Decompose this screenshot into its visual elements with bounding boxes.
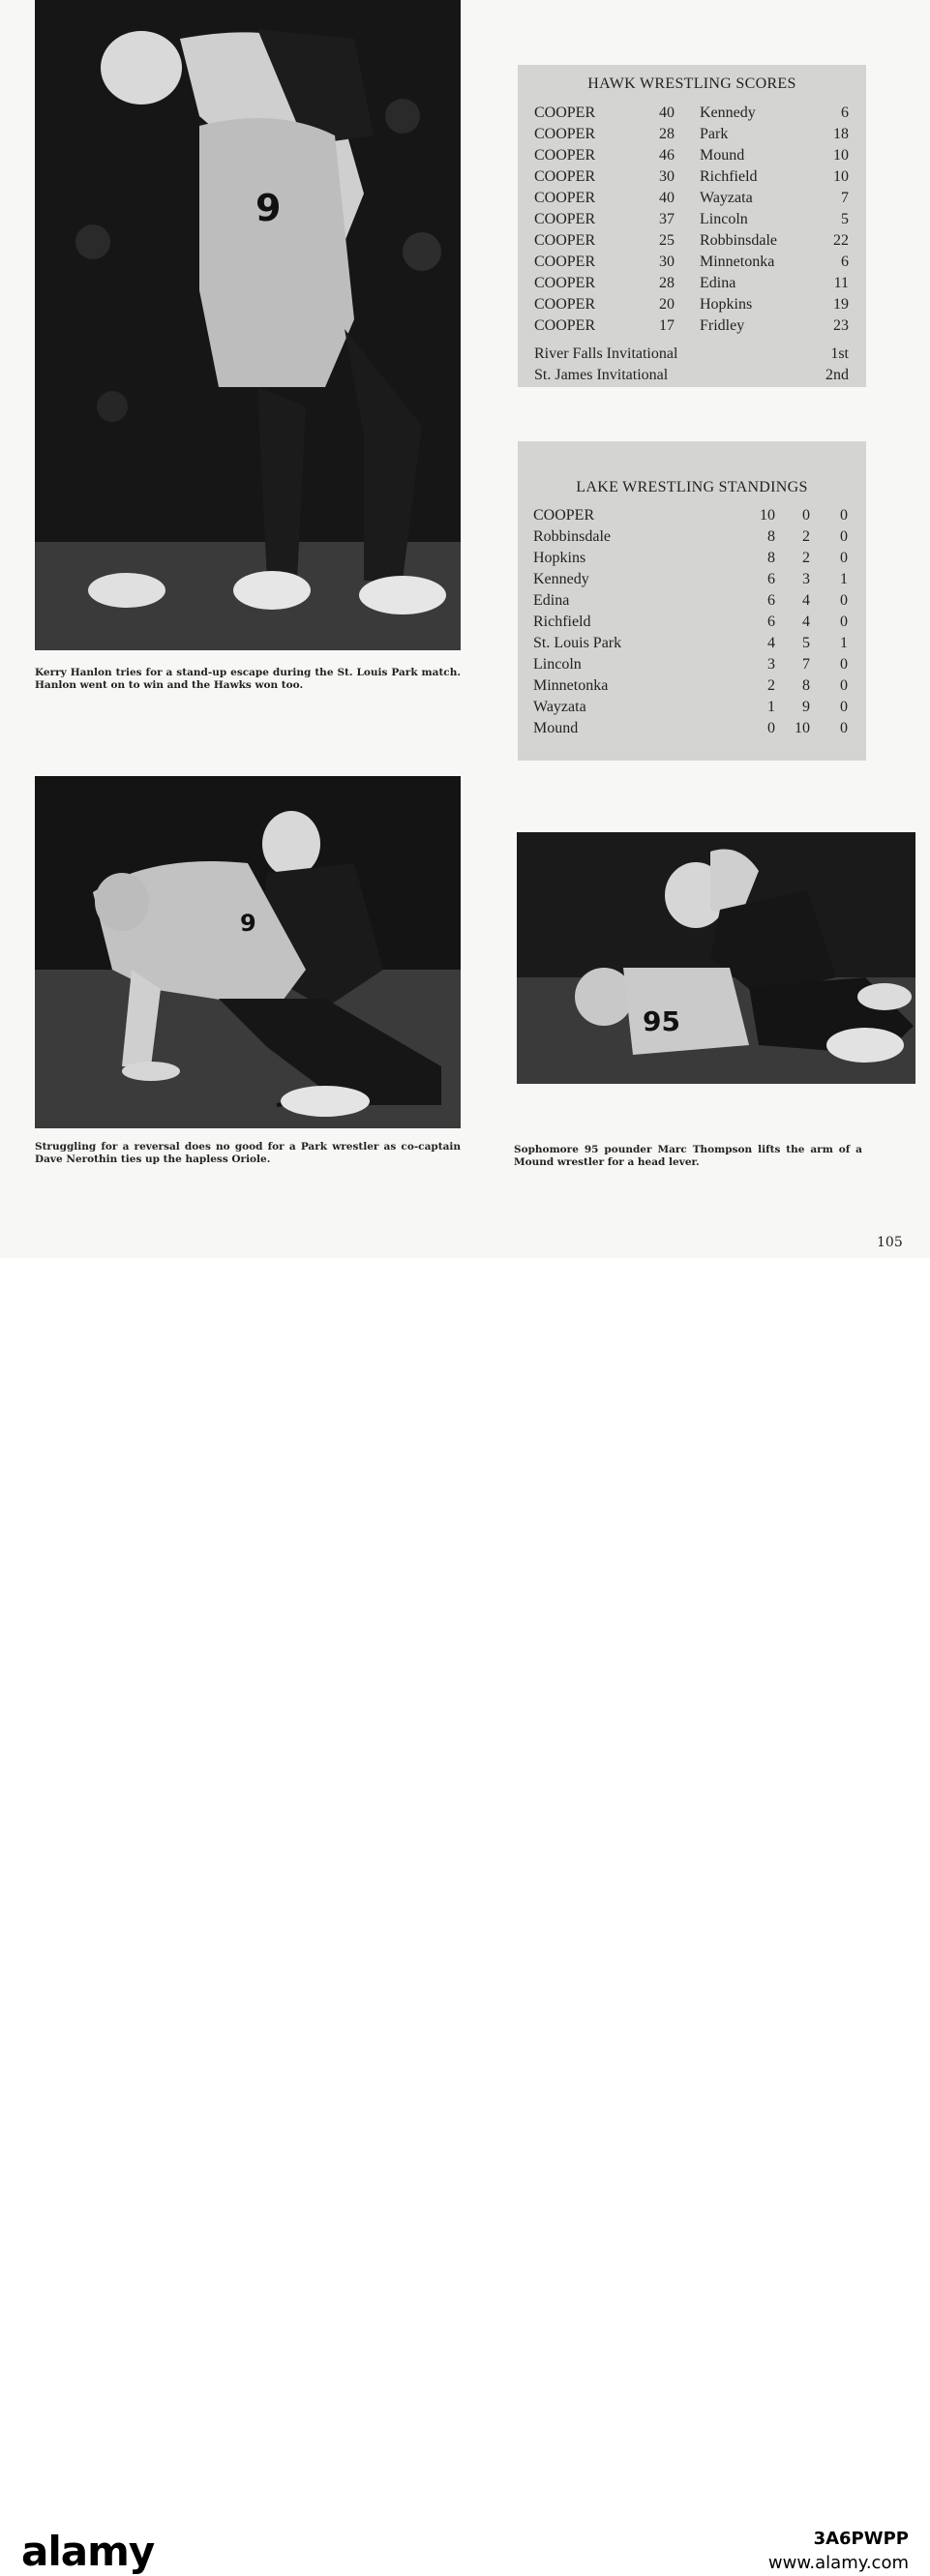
opponent-name: Edina [700, 275, 736, 291]
opponent-score: 6 [841, 254, 849, 270]
team-name: Mound [533, 720, 579, 736]
score-row [518, 188, 866, 209]
score-row [518, 230, 866, 252]
team-name: COOPER [534, 147, 596, 164]
scores-table [518, 103, 866, 337]
standings-row [518, 590, 866, 612]
team-score: 40 [659, 190, 675, 206]
team-name: Edina [533, 592, 570, 609]
losses: 10 [795, 720, 810, 736]
team-score: 40 [659, 105, 675, 121]
opponent-score: 23 [833, 317, 849, 334]
losses: 3 [802, 571, 810, 587]
score-row [518, 209, 866, 230]
team-score: 46 [659, 147, 675, 164]
losses: 4 [802, 614, 810, 630]
photo3-caption: Sophomore 95 pounder Marc Thompson lifts the arm of a Mound wrestler for a head lever. [514, 1144, 862, 1168]
opponent-name: Richfield [700, 168, 758, 185]
ties: 0 [840, 677, 848, 694]
team-name: COOPER [534, 211, 596, 227]
ties: 0 [840, 720, 848, 736]
losses: 9 [802, 699, 810, 715]
standings-row [518, 718, 866, 739]
image-id: 3A6PWPP [813, 2529, 909, 2549]
ties: 0 [840, 656, 848, 673]
standings-row [518, 654, 866, 675]
team-name: COOPER [534, 296, 596, 313]
standings-table [518, 505, 866, 739]
standings-row [518, 612, 866, 633]
team-score: 30 [659, 168, 675, 185]
losses: 5 [802, 635, 810, 651]
event-place: 2nd [825, 367, 849, 383]
invitational-results [518, 344, 866, 386]
team-name: COOPER [534, 317, 596, 334]
wins: 1 [767, 699, 775, 715]
standings-row [518, 675, 866, 697]
standings-row [518, 697, 866, 718]
wrestling-photo-reversal [35, 776, 461, 1128]
opponent-name: Robbinsdale [700, 232, 777, 249]
lake-wrestling-standings-box [518, 441, 866, 761]
team-name: Lincoln [533, 656, 582, 673]
losses: 2 [802, 528, 810, 545]
opponent-name: Kennedy [700, 105, 756, 121]
standings-title: LAKE WRESTLING STANDINGS [576, 479, 808, 495]
event-place: 1st [830, 345, 849, 362]
opponent-name: Minnetonka [700, 254, 775, 270]
opponent-score: 22 [833, 232, 849, 249]
hawk-wrestling-scores-box [518, 65, 866, 387]
team-score: 25 [659, 232, 675, 249]
wrestling-photo-standup-escape [35, 0, 461, 650]
team-name: COOPER [534, 168, 596, 185]
score-row [518, 273, 866, 294]
team-name: COOPER [534, 190, 596, 206]
team-name: Wayzata [533, 699, 586, 715]
wins: 6 [767, 614, 775, 630]
score-row [518, 294, 866, 315]
opponent-score: 10 [833, 147, 849, 164]
jersey-number: 95 [643, 1005, 680, 1037]
team-name: Hopkins [533, 550, 586, 566]
standings-row [518, 526, 866, 548]
opponent-name: Fridley [700, 317, 745, 334]
ties: 0 [840, 614, 848, 630]
ties: 0 [840, 550, 848, 566]
yearbook-page [0, 0, 930, 1258]
score-row [518, 124, 866, 145]
photo1-caption: Kerry Hanlon tries for a stand-up escape during the St. Louis Park match. Hanlon went on to win and the Hawks won too. [35, 667, 461, 691]
score-row [518, 145, 866, 166]
event-name: St. James Invitational [534, 367, 669, 383]
losses: 7 [802, 656, 810, 673]
team-name: COOPER [533, 507, 595, 524]
team-score: 28 [659, 126, 675, 142]
opponent-score: 19 [833, 296, 849, 313]
jersey-number: 9 [255, 187, 282, 229]
opponent-score: 10 [833, 168, 849, 185]
ties: 1 [840, 571, 848, 587]
opponent-score: 5 [841, 211, 849, 227]
opponent-name: Mound [700, 147, 745, 164]
team-score: 37 [659, 211, 675, 227]
ties: 0 [840, 507, 848, 524]
team-score: 20 [659, 296, 675, 313]
ties: 0 [840, 528, 848, 545]
team-name: COOPER [534, 275, 596, 291]
score-row [518, 252, 866, 273]
opponent-name: Wayzata [700, 190, 753, 206]
wins: 3 [767, 656, 775, 673]
wins: 6 [767, 592, 775, 609]
team-name: Kennedy [533, 571, 589, 587]
standings-row [518, 569, 866, 590]
team-name: COOPER [534, 105, 596, 121]
wins: 0 [767, 720, 775, 736]
wins: 6 [767, 571, 775, 587]
wins: 2 [767, 677, 775, 694]
losses: 0 [802, 507, 810, 524]
team-score: 17 [659, 317, 675, 334]
team-name: Robbinsdale [533, 528, 611, 545]
team-name: Richfield [533, 614, 591, 630]
opponent-score: 11 [833, 275, 849, 291]
standings-row [518, 633, 866, 654]
scores-title: HAWK WRESTLING SCORES [587, 75, 796, 92]
opponent-name: Hopkins [700, 296, 753, 313]
wins: 8 [767, 550, 775, 566]
footer-info [768, 2528, 909, 2576]
site-url[interactable]: www.alamy.com [767, 2553, 909, 2573]
alamy-logo: alamy [21, 2528, 155, 2575]
team-score: 30 [659, 254, 675, 270]
opponent-name: Park [700, 126, 729, 142]
opponent-name: Lincoln [700, 211, 748, 227]
losses: 8 [802, 677, 810, 694]
team-name: COOPER [534, 126, 596, 142]
team-name: COOPER [534, 254, 596, 270]
event-name: River Falls Invitational [534, 345, 678, 362]
jersey-number: 9 [240, 910, 256, 937]
standings-row [518, 505, 866, 526]
wins: 8 [767, 528, 775, 545]
opponent-score: 6 [841, 105, 849, 121]
score-row [518, 166, 866, 188]
team-score: 28 [659, 275, 675, 291]
photo2-caption: Struggling for a reversal does no good for a Park wrestler as co-captain Dave Nerothin ties up the hapless Oriole. [35, 1141, 461, 1165]
score-row [518, 315, 866, 337]
standings-row [518, 548, 866, 569]
team-name: Minnetonka [533, 677, 609, 694]
opponent-score: 7 [841, 190, 849, 206]
ties: 1 [840, 635, 848, 651]
wrestling-photo-head-lever [517, 832, 915, 1084]
event-row [518, 365, 866, 386]
watermark-footer [0, 1258, 930, 2575]
team-name: St. Louis Park [533, 635, 622, 651]
opponent-score: 18 [833, 126, 849, 142]
losses: 4 [802, 592, 810, 609]
losses: 2 [802, 550, 810, 566]
page-number: 105 [877, 1235, 903, 1250]
wins: 4 [767, 635, 775, 651]
ties: 0 [840, 592, 848, 609]
ties: 0 [840, 699, 848, 715]
event-row [518, 344, 866, 365]
wins: 10 [760, 507, 775, 524]
team-name: COOPER [534, 232, 596, 249]
score-row [518, 103, 866, 124]
